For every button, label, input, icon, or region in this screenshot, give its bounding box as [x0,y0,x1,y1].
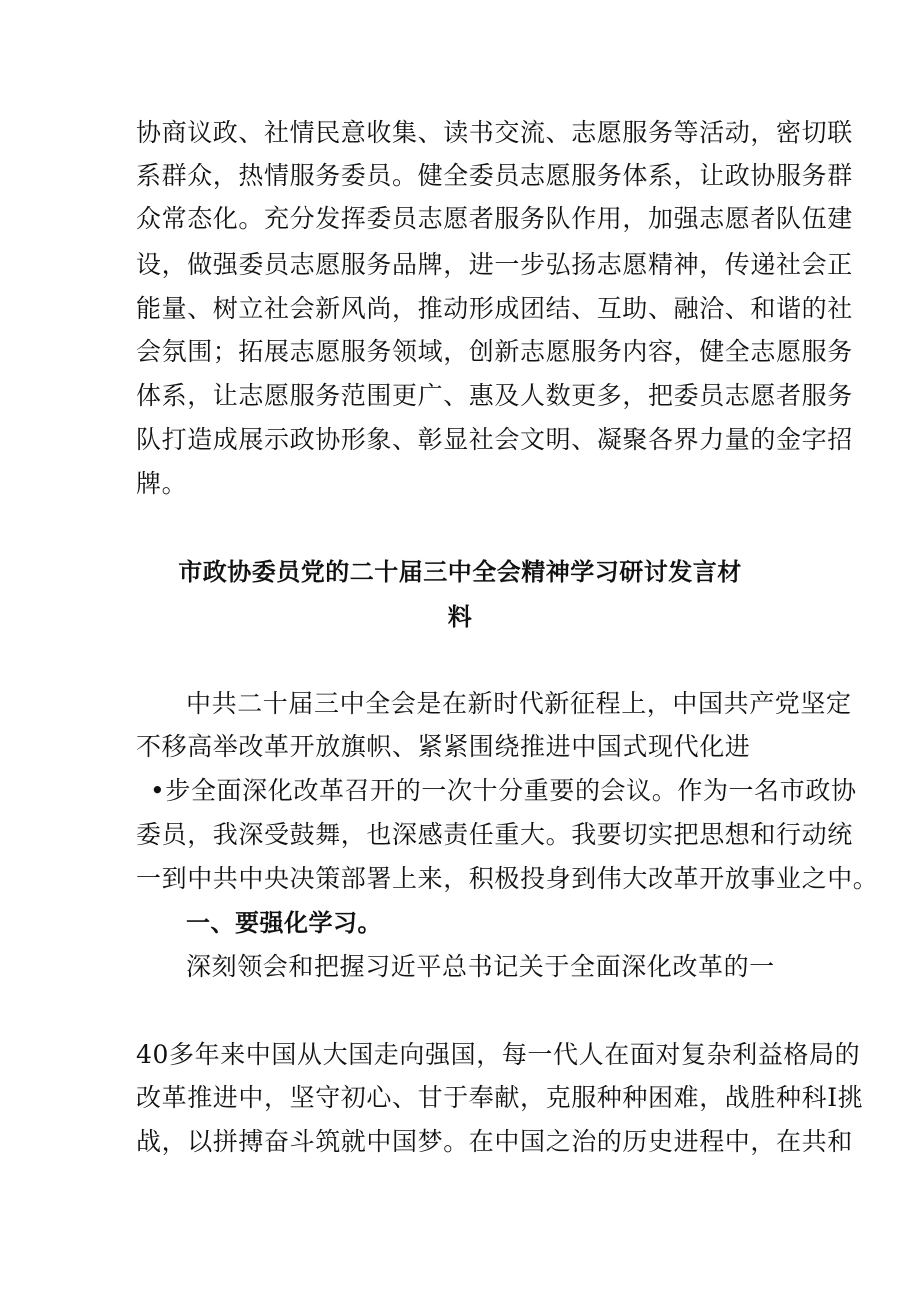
paragraph-line: 系群众，热情服务委员。健全委员志愿服务体系，让政协服务群 [136,161,853,190]
paragraph-line: 牌。 [136,469,188,498]
paragraph-line: 协商议政、社情民意收集、读书交流、志愿服务等活动，密切联 [136,118,853,147]
paragraph-line: 战，以拼搏奋斗筑就中国梦。在中国之治的历史进程中，在共和 [136,1127,853,1156]
paragraph-line: 一到中共中央决策部署上来，积极投身到伟大改革开放事业之中。 [136,864,879,893]
paragraph-line: 众常态化。充分发挥委员志愿者服务队作用，加强志愿者队伍建 [136,204,853,233]
paragraph-line: 改革推进中，坚守初心、甘于奉献，克服种种困难，战胜种科I挑 [136,1083,864,1112]
article-title-line-2: 料 [447,603,473,631]
paragraph-line: 会氛围；拓展志愿服务领域，创新志愿服务内容，健全志愿服务 [136,337,853,366]
paragraph-line: 体系，让志愿服务范围更广、惠及人数更多，把委员志愿者服务 [136,381,853,410]
paragraph-line: 深刻领会和把握习近平总书记关于全面深化改革的一 [186,952,775,981]
paragraph-line: •步全面深化改革召开的一次十分重要的会议。作为一名市政协 [150,776,857,805]
paragraph-line: 能量、树立社会新风尚，推动形成团结、互助、融洽、和谐的社 [136,294,853,323]
article-title-line-1: 市政协委员党的二十届三中全会精神学习研讨发言材 [178,558,742,586]
paragraph-line: 队打造成展示政协形象、彰显社会文明、凝聚各界力量的金字招 [136,425,853,454]
paragraph-line: 委员，我深受鼓舞，也深感责任重大。我要切实把思想和行动统 [136,820,853,849]
paragraph-line: 中共二十届三中全会是在新时代新征程上，中国共产党坚定 [186,689,852,718]
paragraph-line: 设，做强委员志愿服务品牌，进一步弘扬志愿精神，传递社会正 [136,250,853,279]
paragraph-line: 40多年来中国从大国走向强国，每一代人在面对复杂利益格局的 [136,1040,861,1069]
section-heading: 一、要强化学习。 [186,909,382,937]
paragraph-line: 不移高举改革开放旗帜、紧紧围绕推进中国式现代化进 [136,732,751,761]
